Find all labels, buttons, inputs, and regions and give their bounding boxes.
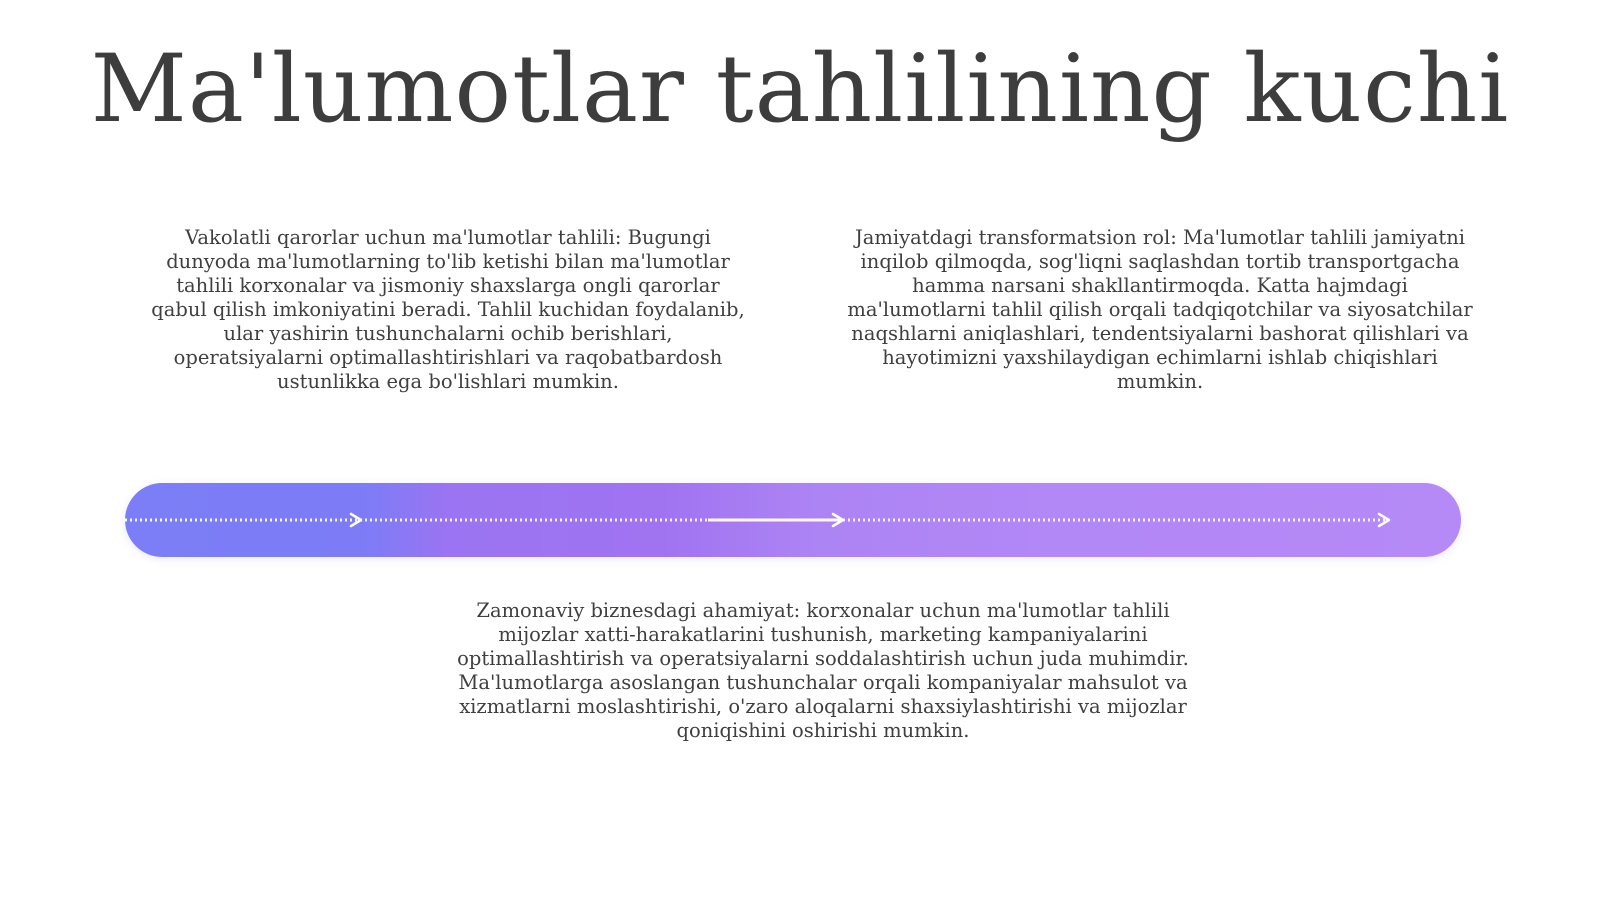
section-text-right: Jamiyatdagi transformatsion rol: Ma'lumotlar tahlili jamiyatni inqilob qilmoqda, sog'liqni saqlashdan tortib transportgacha hamma narsani shakllantirmoqda. Katta hajmdagi ma'lumotlarni tahlil qilish orqali tadqiqotchilar va siyosatchilar naqshlarni aniqlashlari, tendentsiyalarni bashorat qilishlari va hayotimizni yaxshilaydigan echimlarni ishlab chiqishlari mumkin.	[847, 226, 1473, 393]
section-text-bottom: Zamonaviy biznesdagi ahamiyat: korxonalar uchun ma'lumotlar tahlili mijozlar xatti-harakatlarini tushunish, marketing kampaniyalarini optimallashtirish va operatsiyalarni soddalashtirish uchun juda muhimdir. Ma'lumotlarga asoslangan tushunchalar orqali kompaniyalar mahsulot va xizmatlarni moslashtirishi, o'zaro aloqalarni shaxsiylashtirishi va mijozlar qoniqishini oshirishi mumkin.	[457, 599, 1189, 742]
slide-title: Ma'lumotlar tahlilining kuchi	[90, 35, 1510, 144]
section-text-left: Vakolatli qarorlar uchun ma'lumotlar tahlili: Bugungi dunyoda ma'lumotlarning to'lib ketishi bilan ma'lumotlar tahlili korxonalar va jismoniy shaxslarga ongli qarorlar qabul qilish imkoniyatini beradi. Tahlil kuchidan foydalanib, ular yashirin tushunchalarni ochib berishlari, operatsiyalarni optimallashtirishlari va raqobatbardosh ustunlikka ega bo'lishlari mumkin.	[151, 226, 745, 393]
timeline-bar	[125, 483, 1461, 557]
timeline-path	[125, 483, 1461, 557]
